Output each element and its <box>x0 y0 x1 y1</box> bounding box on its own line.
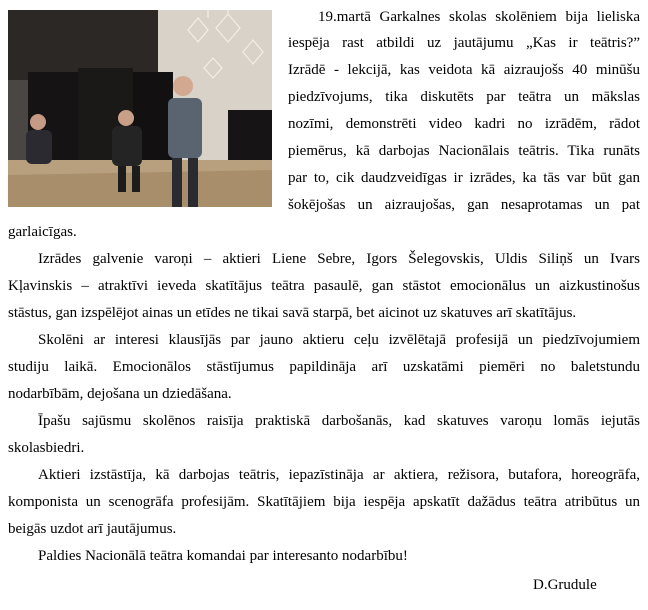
text-line: Izrādes galvenie varoņi – aktieri Liene Sebre, Igors Šelegovskis, Uldis Siliņš un Ivars <box>38 251 640 267</box>
text-line: Paldies Nacionālā teātra komandai par interesanto nodarbību! <box>38 548 408 564</box>
text-line: piedzīvojums, tika diskutēts par teātra un mākslas <box>288 89 640 105</box>
text-line: Skolēni ar interesi klausījās par jauno aktieru ceļu izvēlētajā profesijā un piedzīvojumiem <box>38 332 640 348</box>
text-line: Aktieri izstāstīja, kā darbojas teātris, iepazīstināja ar aktiera, režisora, butafora, horeogrāfa, <box>38 467 640 483</box>
text-line: nozīmi, demonstrēti video kadri no izrādēm, rādot <box>288 116 640 132</box>
text-line: beigās uzdot arī jautājumus. <box>8 521 177 537</box>
text-line: nodarbībām, dejošana un dziedāšana. <box>8 386 232 402</box>
article-photo <box>8 10 272 207</box>
text-line: skolasbiedri. <box>8 440 85 456</box>
text-line: Izrādē - lekcijā, kas veidota kā aizraujošs 40 minūšu <box>288 62 640 78</box>
text-line: par to, cik daudzveidīgas ir izrādes, ka tās var būt gan <box>288 170 640 186</box>
text-line: Īpašu sajūsmu skolēnos raisīja praktiskā darbošanās, kad skatuves varoņu lomās iejutās <box>38 413 640 429</box>
text-line: šokējošas un aizraujošas, gan nesaprotamas un pat <box>288 197 640 213</box>
text-line: Kļavinskis – atraktīvi ieveda skatītājus teātra pasaulē, gan stāstot emocionālus un aizkustinošus <box>8 278 640 294</box>
text-line: komponista un scenogrāfa profesijām. Skatītājiem bija iespēja apskatīt dažādus teātra atribūtus un <box>8 494 640 510</box>
text-line: stāstus, gan izspēlējot ainas un etīdes ne tikai savā starpā, bet aicinot uz skatuves arī skatītājus. <box>8 305 577 321</box>
signature: D.Grudule <box>533 577 597 593</box>
text-line: piemērus, kā darbojas Nacionālais teātris. Tika runāts <box>288 143 640 159</box>
text-line: studiju laikā. Emocionālos stāstījumus papildināja arī uzskatāmi piemēri no baletstundu <box>8 359 640 375</box>
text-line: iespēja rast atbildi uz jautājumu „Kas ir teātris?” <box>288 35 640 51</box>
text-line: garlaicīgas. <box>8 224 77 240</box>
text-line: 19.martā Garkalnes skolas skolēniem bija lieliska <box>318 9 640 25</box>
